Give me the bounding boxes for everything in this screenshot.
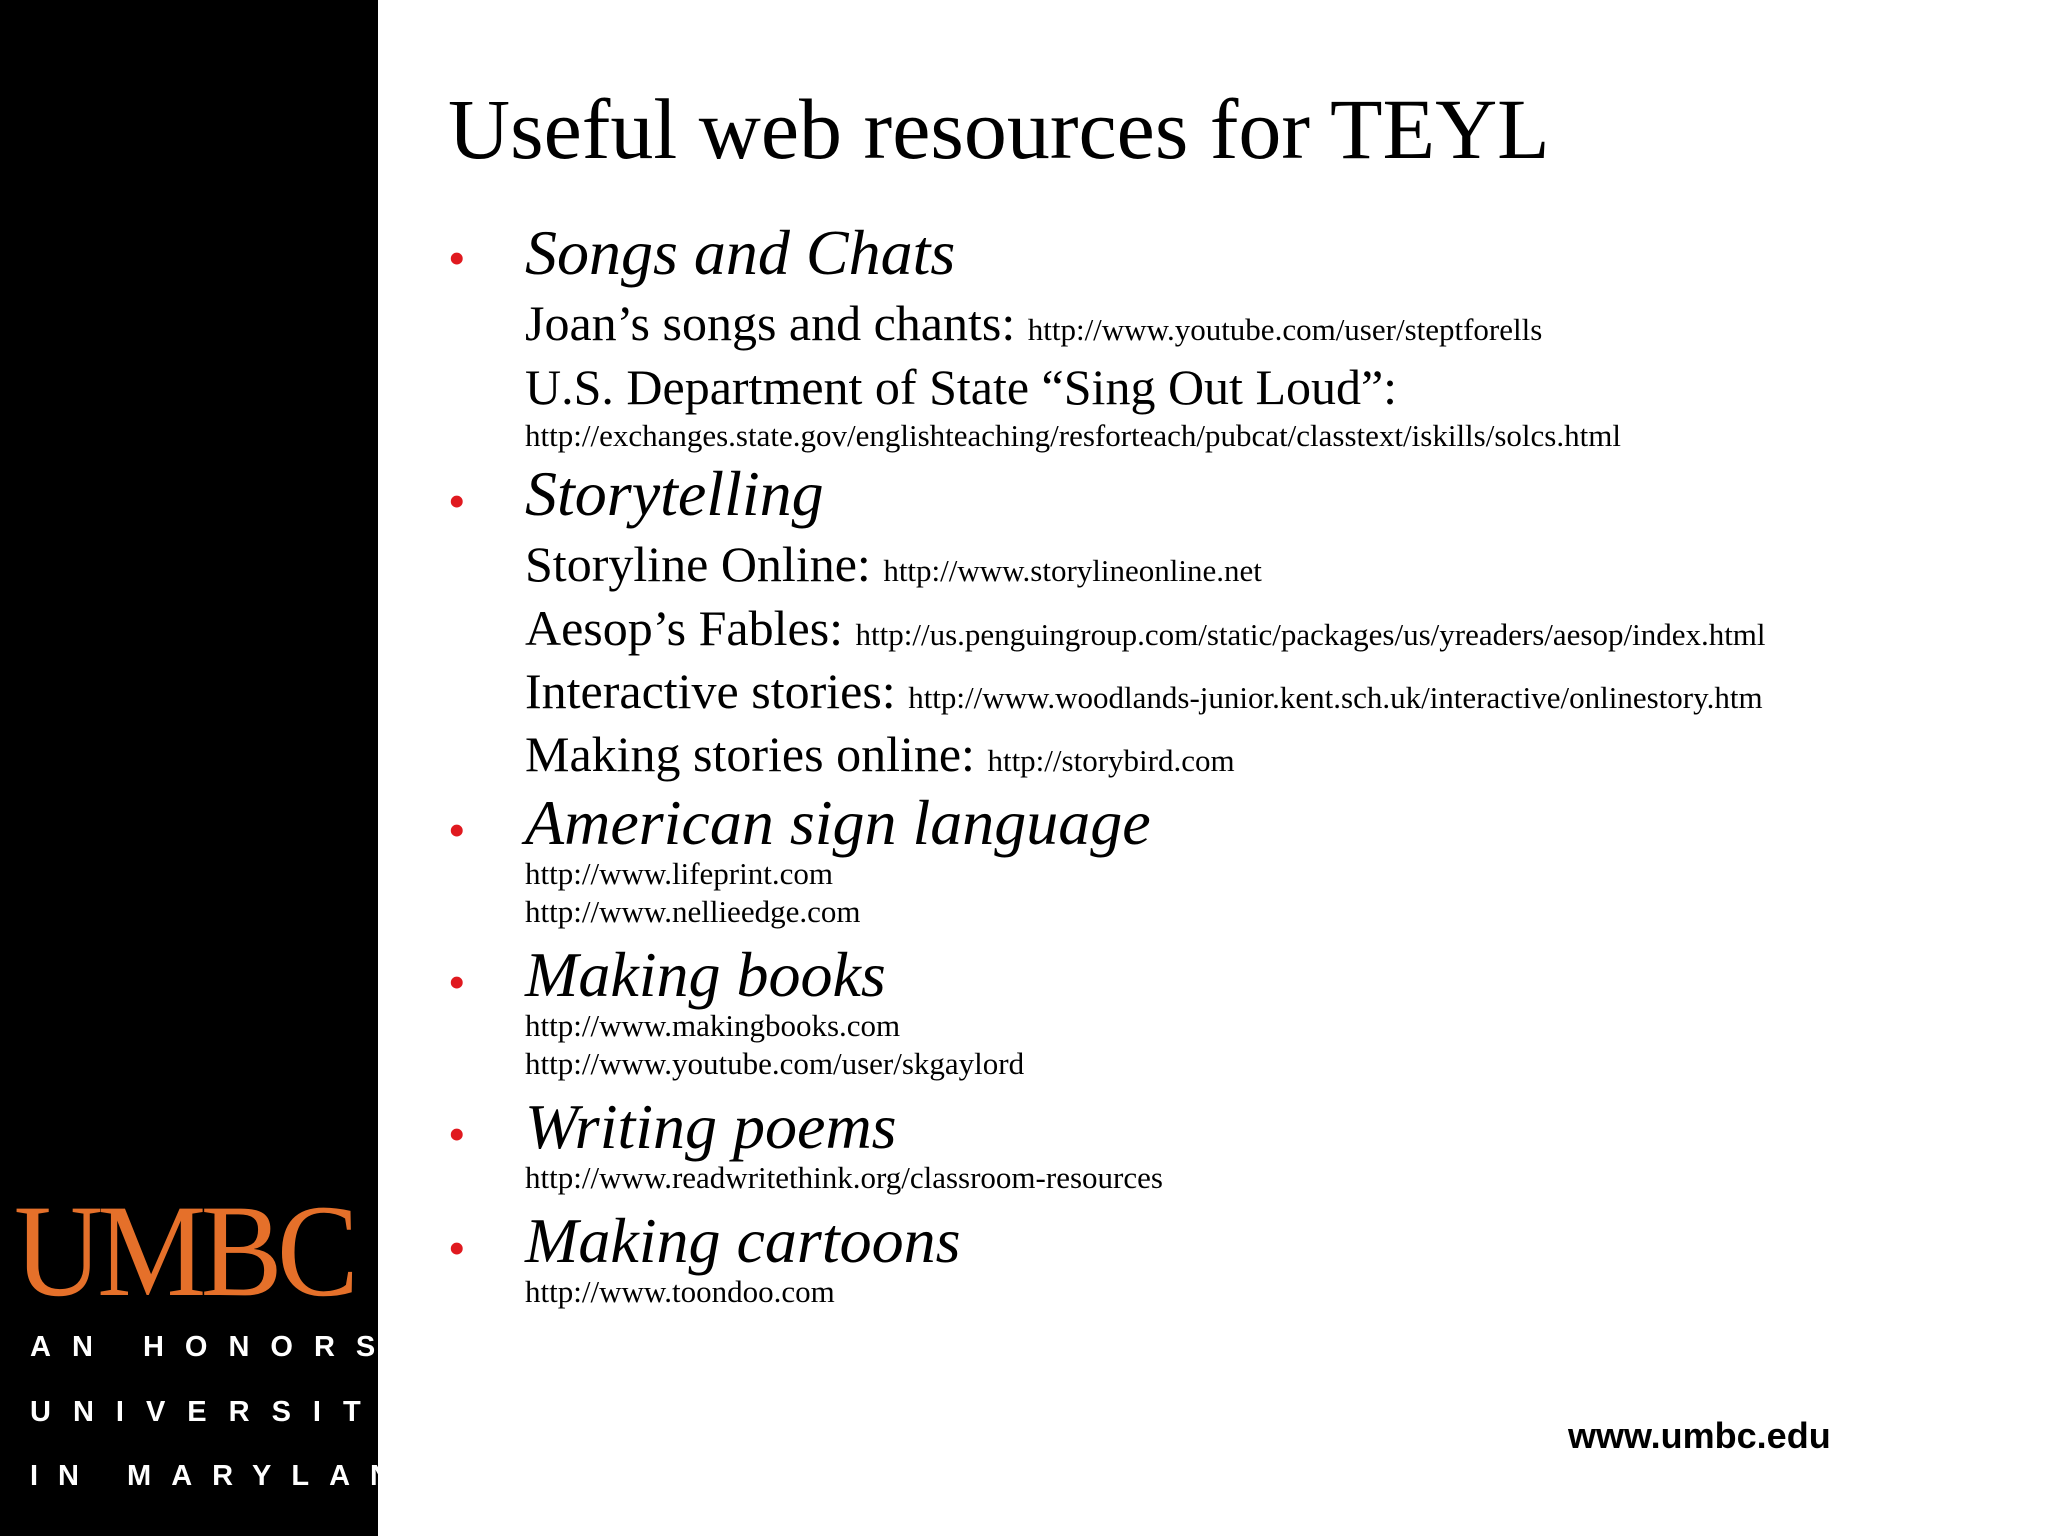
entry-url[interactable]: http://us.penguingroup.com/static/packages/us/yreaders/aesop/index.html [855,617,1766,652]
entry-aesops-fables [525,600,1766,656]
tagline-line-3: IN MARYLAND [30,1460,452,1492]
entry-label: Aesop’s Fables: [525,600,856,656]
section-heading-making-books: Making books [525,939,886,1010]
entry-url[interactable]: http://storybird.com [987,743,1235,778]
bullet-dot: • [448,473,466,529]
link-state-gov[interactable]: http://exchanges.state.gov/englishteaching/resforteach/pubcat/classtext/iskills/solcs.html [525,418,1621,453]
link-lifeprint[interactable]: http://www.lifeprint.com [525,856,833,891]
entry-storyline-online [525,536,1262,592]
entry-sing-out-loud [525,359,1398,415]
bullet-dot: • [448,1106,466,1162]
entry-label: Making stories online: [525,726,988,782]
entry-label: Storyline Online: [525,536,884,592]
entry-url[interactable]: http://www.youtube.com/user/steptforells [1027,312,1543,347]
slide-title: Useful web resources for TEYL [448,81,1550,177]
link-readwritethink[interactable]: http://www.readwritethink.org/classroom-resources [525,1160,1163,1195]
entry-joans-songs [525,295,1543,351]
section-heading-sign-language: American sign language [525,787,1151,858]
entry-label: U.S. Department of State “Sing Out Loud”: [525,359,1398,415]
tagline-line-1: AN HONORS [30,1331,397,1363]
link-skgaylord[interactable]: http://www.youtube.com/user/skgaylord [525,1046,1025,1081]
footer-website[interactable]: www.umbc.edu [1568,1415,1831,1456]
entry-making-stories [525,726,1235,782]
umbc-logo: UMBC [14,1177,354,1324]
entry-url[interactable]: http://www.woodlands-junior.kent.sch.uk/interactive/onlinestory.htm [908,680,1763,715]
entry-label: Joan’s songs and chants: [525,295,1028,351]
bullet-dot: • [448,230,466,286]
link-toondoo[interactable]: http://www.toondoo.com [525,1274,835,1309]
entry-url[interactable]: http://www.storylineonline.net [883,553,1262,588]
link-nellieedge[interactable]: http://www.nellieedge.com [525,894,861,929]
section-heading-making-cartoons: Making cartoons [525,1205,961,1276]
entry-label: Interactive stories: [525,663,909,719]
bullet-dot: • [448,802,466,858]
bullet-dot: • [448,1220,466,1276]
section-heading-writing-poems: Writing poems [525,1091,897,1162]
section-heading-storytelling: Storytelling [525,458,824,529]
section-heading-songs: Songs and Chats [525,217,956,288]
link-makingbooks[interactable]: http://www.makingbooks.com [525,1008,901,1043]
bullet-dot: • [448,954,466,1010]
entry-interactive-stories [525,663,1763,719]
tagline-line-2: UNIVERSITY [30,1396,425,1428]
